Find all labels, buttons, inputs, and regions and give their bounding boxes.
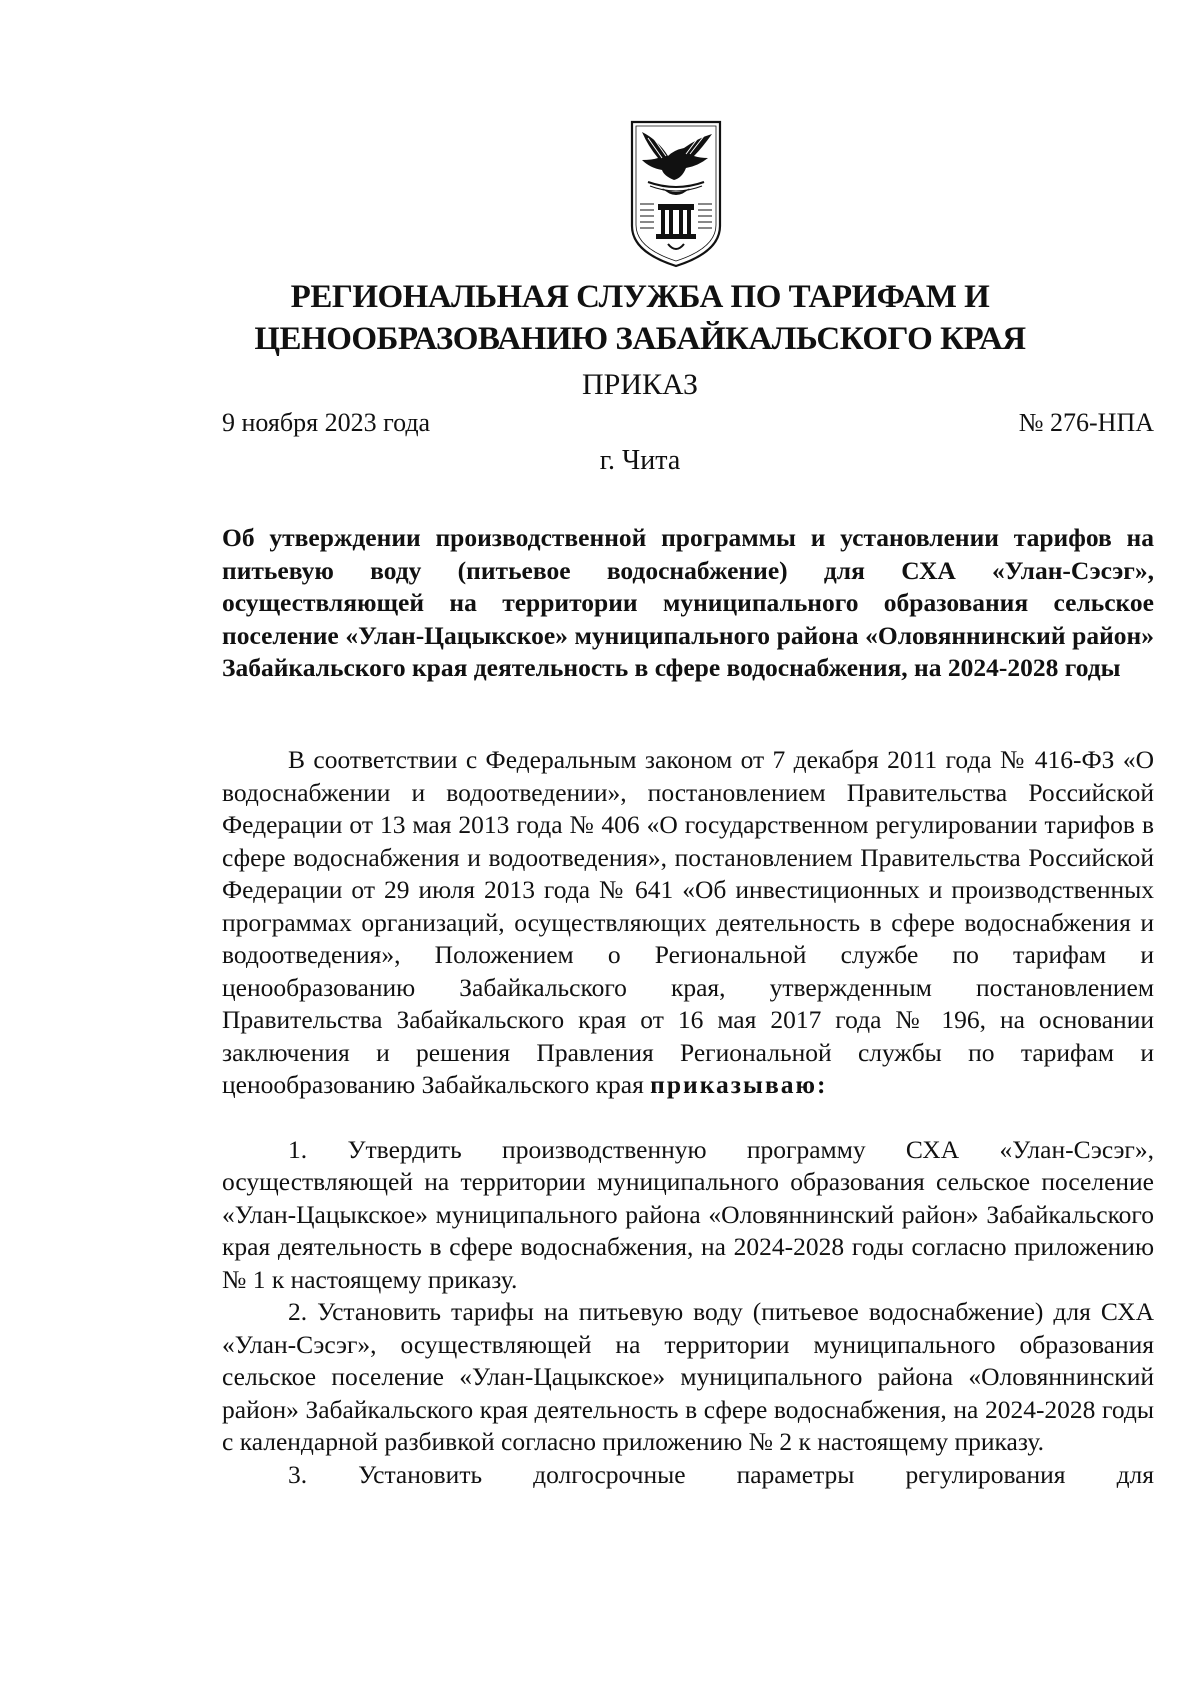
document-subject: Об утверждении производственной программы и установлении тарифов на питьевую воду (питьевое водоснабжение) для СХА «Улан-Сэсэг», осуществляющей на территории муниципального образования сельское поселение «Улан-Цацыкское» муниципального района «Оловяннинский район» Забайкальского края деятельность в сфере водоснабжения, на 2024-2028 годы <box>222 523 1154 682</box>
document-type: ПРИКАЗ <box>582 368 698 401</box>
org-title-line-1: РЕГИОНАЛЬНАЯ СЛУЖБА ПО ТАРИФАМ И <box>290 279 990 315</box>
coat-of-arms-emblem <box>628 118 724 270</box>
organization-title <box>200 276 1080 360</box>
preamble-paragraph <box>222 744 1154 1102</box>
document-body <box>222 744 1154 1491</box>
org-title-line-2: ЦЕНООБРАЗОВАНИЮ ЗАБАЙКАЛЬСКОГО КРАЯ <box>254 321 1026 357</box>
document-city: г. Чита <box>599 445 681 476</box>
clause-1: 1. Утвердить производственную программу СХА «Улан-Сэсэг», осуществляющей на территории муниципального образования сельское поселение «Улан-Цацыкское» муниципального района «Оловяннинский район» Забайкальского края деятельность в сфере водоснабжения, на 2024-2028 годы согласно приложению № 1 к настоящему приказу. <box>222 1134 1154 1294</box>
clause-2: 2. Установить тарифы на питьевую воду (питьевое водоснабжение) для СХА «Улан-Сэсэг», осуществляющей на территории муниципального образования сельское поселение «Улан-Цацыкское» муниципального района «Оловяннинский район» Забайкальского края деятельность в сфере водоснабжения, на 2024-2028 годы с календарной разбивкой согласно приложению № 2 к настоящему приказу. <box>222 1297 1154 1456</box>
preamble-text: В соответствии с Федеральным законом от 7 декабря 2011 года № 416-ФЗ «О водоснабжении и водоотведении», постановлением Правительства Российской Федерации от 13 мая 2013 года № 406 «О государственном регулировании тарифов в сфере водоснабжения и водоотведения», постановлением Правительства Российской Федерации от 29 июля 2013 года № 641 «Об инвестиционных и производственных программах организаций, осуществляющих деятельность в сфере водоснабжения и водоотведения», Положением о Региональной службе по тарифам и ценообразованию Забайкальского края, утвержденным постановлением Правительства Забайкальского края от 16 мая 2017 года № 196, на основании заключения и решения Правления Региональной службы по тарифам и ценообразованию Забайкальского края <box>222 745 1154 1099</box>
order-word: приказываю: <box>650 1070 828 1099</box>
clause-3: 3. Установить долгосрочные параметры регулирования для <box>288 1459 1154 1489</box>
document-date: 9 ноября 2023 года <box>222 408 431 437</box>
document-number: № 276-НПА <box>1018 408 1154 437</box>
